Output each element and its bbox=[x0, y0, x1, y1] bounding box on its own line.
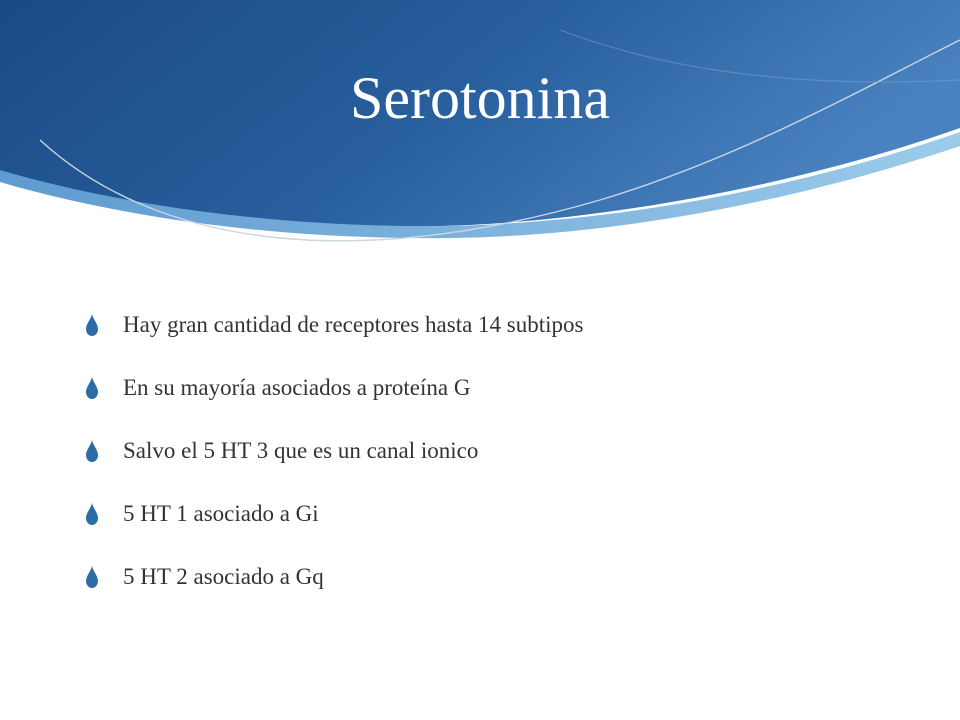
bullet-item bbox=[86, 293, 926, 356]
bullet-list bbox=[86, 293, 926, 608]
bullet-text: 5 HT 1 asociado a Gi bbox=[123, 500, 319, 526]
drop-bullet-icon bbox=[86, 503, 98, 525]
drop-bullet-icon bbox=[86, 377, 98, 399]
bullet-text: Salvo el 5 HT 3 que es un canal ionico bbox=[123, 437, 479, 463]
bullet-text: 5 HT 2 asociado a Gq bbox=[123, 563, 324, 589]
bullet-item bbox=[86, 419, 926, 482]
drop-bullet-icon bbox=[86, 566, 98, 588]
slide-title: Serotonina bbox=[350, 65, 610, 131]
bullet-item bbox=[86, 482, 926, 545]
drop-bullet-icon bbox=[86, 440, 98, 462]
header-swoosh-background bbox=[0, 0, 960, 300]
drop-bullet-icon bbox=[86, 314, 98, 336]
bullet-item bbox=[86, 356, 926, 419]
bullet-item bbox=[86, 545, 926, 608]
bullet-text: Hay gran cantidad de receptores hasta 14 subtipos bbox=[123, 311, 584, 337]
bullet-text: En su mayoría asociados a proteína G bbox=[123, 374, 471, 400]
